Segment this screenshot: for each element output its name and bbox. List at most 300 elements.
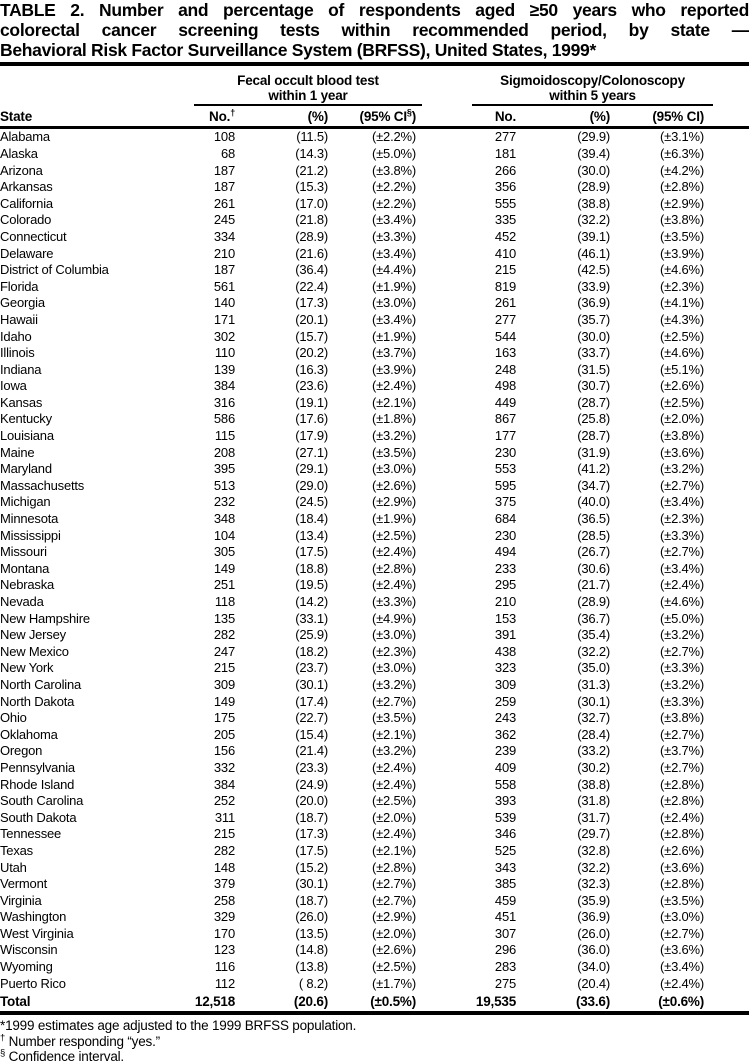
screening-table <box>0 66 749 1015</box>
fobt-pct-cell: (21.4) <box>295 743 328 759</box>
state-cell: Iowa <box>0 378 27 394</box>
fobt-no-cell: 170 <box>213 925 235 941</box>
table-row <box>0 378 749 395</box>
sig-no-cell: 819 <box>494 278 517 294</box>
asterisk-footnote-marker: * <box>0 1018 6 1034</box>
state-cell: New Hampshire <box>0 610 90 626</box>
sig-pct-cell: (41.2) <box>577 461 611 477</box>
table-row <box>0 445 749 462</box>
state-cell: Utah <box>0 859 27 875</box>
sig-no-cell: 335 <box>494 212 517 228</box>
sig-ci-cell: (±2.5%) <box>660 328 705 344</box>
section-footnote-marker: § <box>0 1047 6 1059</box>
fobt-ci-cell: (±1.8%) <box>371 411 417 427</box>
sig-ci-cell: (±4.1%) <box>660 295 705 311</box>
state-cell: Florida <box>0 278 39 294</box>
sig-no-cell: 385 <box>494 876 517 892</box>
fobt-no-cell: 187 <box>213 179 235 195</box>
sig-no-cell: 684 <box>494 511 517 527</box>
state-cell: California <box>0 195 53 211</box>
sig-pct-cell: (36.9) <box>577 909 611 925</box>
fobt-pct-cell: (13.8) <box>295 959 328 975</box>
sig-ci-cell: (±3.5%) <box>660 228 705 244</box>
sig-ci-cell: (±3.6%) <box>660 859 705 875</box>
fobt-no-cell: 215 <box>213 660 235 676</box>
fobt-no-cell: 171 <box>213 311 235 327</box>
fobt-no-cell: 135 <box>213 610 235 626</box>
sig-pct-cell: (30.0) <box>577 328 611 344</box>
fobt-no-cell: 205 <box>213 726 235 742</box>
state-cell: Wisconsin <box>0 942 58 958</box>
sig-pct-cell: (31.8) <box>577 793 611 809</box>
fobt-ci-cell: (±3.3%) <box>371 594 417 610</box>
fobt-ci-cell: (±2.9%) <box>371 494 417 510</box>
sig-no-cell: 867 <box>494 411 517 427</box>
fobt-ci-cell: (±4.4%) <box>371 262 417 278</box>
fobt-ci-cell: (±2.4%) <box>371 776 417 792</box>
fobt-ci-cell: (±2.4%) <box>371 826 417 842</box>
fobt-ci-cell: (±5.0%) <box>371 145 417 161</box>
table-title <box>0 0 749 60</box>
sig-no-cell: 275 <box>494 975 517 991</box>
fobt-ci-cell: (±2.5%) <box>371 527 417 543</box>
fobt-ci-cell: (±2.4%) <box>371 577 417 593</box>
sig-ci-cell: (±3.1%) <box>660 129 705 145</box>
fobt-no-cell: 384 <box>213 378 235 394</box>
fobt-no-cell: 247 <box>213 643 235 659</box>
fobt-no-cell: 332 <box>213 759 235 775</box>
footnote-confidence-interval: § Confidence interval. <box>0 1047 124 1062</box>
fobt-ci-cell: (±2.6%) <box>371 942 417 958</box>
state-cell: New York <box>0 660 54 676</box>
fobt-pct-cell: (27.1) <box>295 444 328 460</box>
col-header-sig-pct: (%) <box>546 106 641 128</box>
sig-ci-cell: (±2.7%) <box>660 726 705 742</box>
dagger-footnote-marker: † <box>230 107 235 118</box>
state-cell: District of Columbia <box>0 262 109 278</box>
total-sig-pct-cell: (33.6) <box>546 992 641 1013</box>
sig-ci-cell: (±2.4%) <box>660 577 705 593</box>
fobt-pct-cell: (14.3) <box>295 145 328 161</box>
sig-ci-cell: (±4.3%) <box>660 311 705 327</box>
table-row <box>0 694 749 711</box>
fobt-no-cell: 379 <box>213 876 235 892</box>
sig-pct-cell: (28.5) <box>577 527 611 543</box>
fobt-ci-cell: (±3.4%) <box>371 311 417 327</box>
fobt-no-cell: 252 <box>213 793 235 809</box>
fobt-ci-cell: (±2.6%) <box>371 477 417 493</box>
sig-pct-cell: (28.9) <box>577 179 611 195</box>
fobt-ci-cell: (±2.2%) <box>371 129 417 145</box>
fobt-no-cell: 139 <box>213 361 235 377</box>
fobt-no-cell: 116 <box>214 959 235 975</box>
sig-ci-cell: (±3.2%) <box>660 676 705 692</box>
table-row <box>0 826 749 843</box>
sig-pct-cell: (34.0) <box>577 959 611 975</box>
fobt-no-cell: 115 <box>214 428 235 444</box>
fobt-pct-cell: (17.0) <box>295 195 328 211</box>
sig-ci-cell: (±2.7%) <box>660 477 705 493</box>
sig-pct-cell: (36.0) <box>577 942 611 958</box>
total-fobt-pct-cell: (20.6) <box>248 992 336 1013</box>
fobt-pct-cell: ( 8.2) <box>298 975 328 991</box>
table-row <box>0 179 749 196</box>
sig-no-cell: 259 <box>494 693 517 709</box>
sig-pct-cell: (46.1) <box>577 245 611 261</box>
sig-ci-cell: (±3.4%) <box>660 560 705 576</box>
fobt-ci-cell: (±1.9%) <box>371 328 417 344</box>
col-header-fobt-ci: (95% CI§) <box>336 106 436 128</box>
fobt-pct-cell: (23.6) <box>295 378 328 394</box>
sig-pct-cell: (32.8) <box>577 842 611 858</box>
sig-ci-cell: (±3.7%) <box>660 743 705 759</box>
table-row <box>0 329 749 346</box>
table-row <box>0 627 749 644</box>
fobt-pct-cell: (29.0) <box>295 477 328 493</box>
state-cell: Illinois <box>0 345 35 361</box>
state-cell: Alaska <box>0 145 38 161</box>
state-cell: Washington <box>0 909 67 925</box>
fobt-pct-cell: (28.9) <box>295 228 328 244</box>
fobt-no-cell: 123 <box>213 942 235 958</box>
sig-pct-cell: (35.7) <box>577 311 611 327</box>
table-row <box>0 677 749 694</box>
sig-ci-cell: (±2.6%) <box>660 842 705 858</box>
sig-pct-cell: (38.8) <box>577 776 611 792</box>
fobt-pct-cell: (15.3) <box>295 179 328 195</box>
sig-pct-cell: (39.4) <box>577 145 611 161</box>
sig-no-cell: 243 <box>494 710 517 726</box>
fobt-ci-cell: (±2.8%) <box>371 859 417 875</box>
fobt-ci-cell: (±3.5%) <box>371 710 417 726</box>
fobt-no-cell: 309 <box>213 676 235 692</box>
state-cell: Colorado <box>0 212 52 228</box>
table-title-line-3: Behavioral Risk Factor Surveillance System (BRFSS), United States, 1999* <box>0 39 596 60</box>
fobt-pct-cell: (23.3) <box>295 759 328 775</box>
fobt-pct-cell: (21.8) <box>295 212 328 228</box>
table-row <box>0 926 749 943</box>
fobt-pct-cell: (30.1) <box>295 676 328 692</box>
fobt-pct-cell: (19.1) <box>295 394 328 410</box>
fobt-ci-cell: (±2.5%) <box>371 959 417 975</box>
fobt-ci-cell: (±2.4%) <box>371 378 417 394</box>
sig-ci-cell: (±3.3%) <box>660 660 705 676</box>
fobt-no-cell: 187 <box>213 162 235 178</box>
fobt-pct-cell: (17.9) <box>295 428 328 444</box>
group-header-sigmoidoscopy-line1: Sigmoidoscopy/Colonoscopy <box>500 73 685 89</box>
fobt-no-cell: 110 <box>214 345 235 361</box>
total-label-cell: Total <box>0 992 188 1013</box>
col-header-sig-ci: (95% CI) <box>641 106 749 128</box>
sig-ci-cell: (±6.3%) <box>660 145 705 161</box>
table-row <box>0 246 749 263</box>
state-cell: Wyoming <box>0 959 53 975</box>
sig-no-cell: 525 <box>494 842 517 858</box>
sig-ci-cell: (±3.2%) <box>660 461 705 477</box>
sig-no-cell: 595 <box>494 477 517 493</box>
table-row <box>0 212 749 229</box>
sig-no-cell: 452 <box>494 228 517 244</box>
fobt-no-cell: 149 <box>213 693 235 709</box>
sig-pct-cell: (39.1) <box>577 228 611 244</box>
group-header-fobt-line2: within 1 year <box>268 88 348 104</box>
table-body <box>0 128 749 992</box>
fobt-pct-cell: (22.4) <box>295 278 328 294</box>
fobt-no-cell: 215 <box>213 826 235 842</box>
sig-ci-cell: (±2.3%) <box>660 511 705 527</box>
fobt-no-cell: 149 <box>213 560 235 576</box>
sig-pct-cell: (32.2) <box>577 212 611 228</box>
state-cell: Michigan <box>0 494 51 510</box>
fobt-pct-cell: (22.7) <box>295 710 328 726</box>
fobt-pct-cell: (17.3) <box>295 295 328 311</box>
state-cell: Minnesota <box>0 511 59 527</box>
total-sig-no-cell: 19,535 <box>436 992 546 1013</box>
sig-no-cell: 230 <box>494 444 517 460</box>
fobt-ci-cell: (±2.1%) <box>371 726 417 742</box>
table-row <box>0 478 749 495</box>
fobt-pct-cell: (20.1) <box>295 311 328 327</box>
sig-pct-cell: (42.5) <box>577 262 611 278</box>
sig-ci-cell: (±4.6%) <box>660 594 705 610</box>
state-cell: Vermont <box>0 876 48 892</box>
sig-ci-cell: (±3.2%) <box>660 627 705 643</box>
sig-no-cell: 283 <box>494 959 517 975</box>
fobt-no-cell: 334 <box>213 228 235 244</box>
col-header-fobt-pct: (%) <box>248 106 336 128</box>
table-row <box>0 494 749 511</box>
sig-ci-cell: (±2.8%) <box>660 776 705 792</box>
sig-ci-cell: (±2.6%) <box>660 378 705 394</box>
fobt-ci-cell: (±2.2%) <box>371 179 417 195</box>
sig-pct-cell: (26.0) <box>577 925 611 941</box>
sig-pct-cell: (33.7) <box>577 345 611 361</box>
col-header-sig-no: No. <box>436 106 546 128</box>
fobt-no-cell: 316 <box>213 394 235 410</box>
sig-ci-cell: (±3.6%) <box>660 942 705 958</box>
fobt-pct-cell: (30.1) <box>295 876 328 892</box>
sig-ci-cell: (±3.4%) <box>660 494 705 510</box>
state-cell: Arkansas <box>0 179 53 195</box>
sig-ci-cell: (±2.3%) <box>660 278 705 294</box>
sig-no-cell: 239 <box>494 743 517 759</box>
table-row <box>0 710 749 727</box>
fobt-pct-cell: (25.9) <box>295 627 328 643</box>
sig-pct-cell: (28.9) <box>577 594 611 610</box>
fobt-no-cell: 148 <box>213 859 235 875</box>
fobt-ci-cell: (±2.2%) <box>371 195 417 211</box>
sig-ci-cell: (±2.5%) <box>660 394 705 410</box>
sig-pct-cell: (32.2) <box>577 859 611 875</box>
sig-no-cell: 296 <box>494 942 517 958</box>
sig-no-cell: 307 <box>494 925 517 941</box>
table-row <box>0 295 749 312</box>
sig-pct-cell: (31.9) <box>577 444 611 460</box>
sig-ci-cell: (±3.4%) <box>660 959 705 975</box>
sig-pct-cell: (20.4) <box>577 975 611 991</box>
table-row <box>0 611 749 628</box>
fobt-pct-cell: (11.5) <box>296 129 328 145</box>
sig-ci-cell: (±4.6%) <box>660 262 705 278</box>
sig-no-cell: 248 <box>494 361 517 377</box>
state-cell: South Dakota <box>0 809 77 825</box>
sig-no-cell: 309 <box>494 676 517 692</box>
fobt-ci-cell: (±2.4%) <box>371 759 417 775</box>
fobt-no-cell: 258 <box>213 892 235 908</box>
fobt-ci-cell: (±3.0%) <box>371 627 417 643</box>
state-cell: Massachusetts <box>0 477 85 493</box>
fobt-no-cell: 112 <box>214 975 235 991</box>
table-row <box>0 959 749 976</box>
table-row <box>0 743 749 760</box>
state-cell: Tennessee <box>0 826 62 842</box>
fobt-ci-cell: (±2.5%) <box>371 793 417 809</box>
state-cell: Missouri <box>0 544 47 560</box>
fobt-no-cell: 175 <box>213 710 235 726</box>
sig-pct-cell: (30.7) <box>577 378 611 394</box>
sig-no-cell: 449 <box>494 394 517 410</box>
sig-ci-cell: (±3.9%) <box>660 245 705 261</box>
total-row <box>0 992 749 1013</box>
state-cell: Alabama <box>0 129 50 145</box>
state-cell: New Mexico <box>0 643 69 659</box>
total-fobt-no-cell: 12,518 <box>188 992 248 1013</box>
fobt-pct-cell: (19.5) <box>295 577 328 593</box>
state-cell: Puerto Rico <box>0 975 66 991</box>
table-title-line-1: TABLE 2. Number and percentage of respondents aged ≥50 years who reported <box>0 0 749 20</box>
fobt-no-cell: 561 <box>213 278 235 294</box>
table-header <box>0 66 749 128</box>
fobt-pct-cell: (13.5) <box>295 925 328 941</box>
table-row <box>0 976 749 993</box>
sig-no-cell: 230 <box>494 527 517 543</box>
fobt-no-cell: 311 <box>214 809 235 825</box>
table-title-line-2: colorectal cancer screening tests within recommended period, by state — <box>0 19 749 40</box>
fobt-no-cell: 586 <box>213 411 235 427</box>
sig-ci-cell: (±3.3%) <box>660 693 705 709</box>
footnotes-block <box>0 1015 749 1062</box>
table-row <box>0 312 749 329</box>
sig-ci-cell: (±3.3%) <box>660 527 705 543</box>
fobt-ci-cell: (±3.4%) <box>371 212 417 228</box>
state-cell: Louisiana <box>0 428 54 444</box>
sig-ci-cell: (±3.6%) <box>660 444 705 460</box>
state-cell: South Carolina <box>0 793 84 809</box>
sig-pct-cell: (28.4) <box>577 726 611 742</box>
sig-no-cell: 555 <box>494 195 517 211</box>
sig-no-cell: 261 <box>494 295 517 311</box>
sig-no-cell: 295 <box>494 577 517 593</box>
sig-no-cell: 266 <box>494 162 517 178</box>
fobt-no-cell: 156 <box>213 743 235 759</box>
table-row <box>0 279 749 296</box>
table-row <box>0 146 749 163</box>
table-row <box>0 843 749 860</box>
sig-ci-cell: (±4.6%) <box>660 345 705 361</box>
sig-no-cell: 323 <box>494 660 517 676</box>
sig-ci-cell: (±4.2%) <box>660 162 705 178</box>
fobt-ci-cell: (±3.5%) <box>371 444 417 460</box>
fobt-ci-cell: (±2.7%) <box>371 693 417 709</box>
sig-no-cell: 346 <box>494 826 517 842</box>
sig-no-cell: 233 <box>494 560 517 576</box>
footnote-age-adjusted: *1999 estimates age adjusted to the 1999 BRFSS population. <box>0 1018 357 1034</box>
fobt-no-cell: 329 <box>213 909 235 925</box>
fobt-no-cell: 395 <box>213 461 235 477</box>
sig-ci-cell: (±2.7%) <box>660 643 705 659</box>
fobt-no-cell: 140 <box>213 295 235 311</box>
fobt-ci-cell: (±3.4%) <box>371 245 417 261</box>
fobt-no-cell: 68 <box>220 145 235 161</box>
sig-no-cell: 409 <box>494 759 517 775</box>
fobt-no-cell: 232 <box>213 494 235 510</box>
sig-no-cell: 451 <box>494 909 517 925</box>
sig-ci-cell: (±2.4%) <box>660 975 705 991</box>
fobt-ci-cell: (±2.1%) <box>371 394 417 410</box>
fobt-pct-cell: (20.0) <box>295 793 328 809</box>
table-row <box>0 128 749 146</box>
table-row <box>0 942 749 959</box>
section-footnote-marker: § <box>406 107 412 118</box>
sig-pct-cell: (40.0) <box>577 494 611 510</box>
table-row <box>0 345 749 362</box>
fobt-ci-cell: (±3.7%) <box>371 345 417 361</box>
sig-pct-cell: (36.9) <box>577 295 611 311</box>
fobt-pct-cell: (17.3) <box>295 826 328 842</box>
table-row <box>0 727 749 744</box>
table-row <box>0 810 749 827</box>
table-row <box>0 893 749 910</box>
table-row <box>0 262 749 279</box>
sig-no-cell: 277 <box>494 129 517 145</box>
fobt-no-cell: 513 <box>213 477 235 493</box>
fobt-pct-cell: (18.7) <box>295 809 328 825</box>
fobt-ci-cell: (±1.9%) <box>371 278 417 294</box>
sig-no-cell: 539 <box>494 809 517 825</box>
fobt-pct-cell: (17.4) <box>295 693 328 709</box>
fobt-no-cell: 251 <box>213 577 235 593</box>
state-cell: Maine <box>0 444 35 460</box>
state-cell: Montana <box>0 560 50 576</box>
fobt-pct-cell: (14.8) <box>295 942 328 958</box>
fobt-ci-cell: (±3.0%) <box>371 461 417 477</box>
fobt-no-cell: 187 <box>213 262 235 278</box>
sig-no-cell: 459 <box>494 892 517 908</box>
table-row <box>0 577 749 594</box>
fobt-ci-cell: (±3.9%) <box>371 361 417 377</box>
table-row <box>0 876 749 893</box>
sig-no-cell: 410 <box>494 245 517 261</box>
fobt-pct-cell: (36.4) <box>295 262 328 278</box>
state-cell: Delaware <box>0 245 54 261</box>
state-cell: Connecticut <box>0 228 67 244</box>
sig-pct-cell: (30.0) <box>577 162 611 178</box>
sig-no-cell: 393 <box>494 793 517 809</box>
table-row <box>0 461 749 478</box>
sig-ci-cell: (±3.0%) <box>660 909 705 925</box>
sig-pct-cell: (21.7) <box>577 577 611 593</box>
table-row <box>0 395 749 412</box>
fobt-no-cell: 118 <box>214 594 235 610</box>
group-header-fobt <box>188 66 436 106</box>
sig-pct-cell: (36.7) <box>577 610 611 626</box>
sig-pct-cell: (35.0) <box>577 660 611 676</box>
fobt-pct-cell: (21.2) <box>295 162 328 178</box>
fobt-no-cell: 108 <box>213 129 235 145</box>
fobt-ci-cell: (±2.4%) <box>371 544 417 560</box>
sig-no-cell: 153 <box>494 610 517 626</box>
table-row <box>0 594 749 611</box>
